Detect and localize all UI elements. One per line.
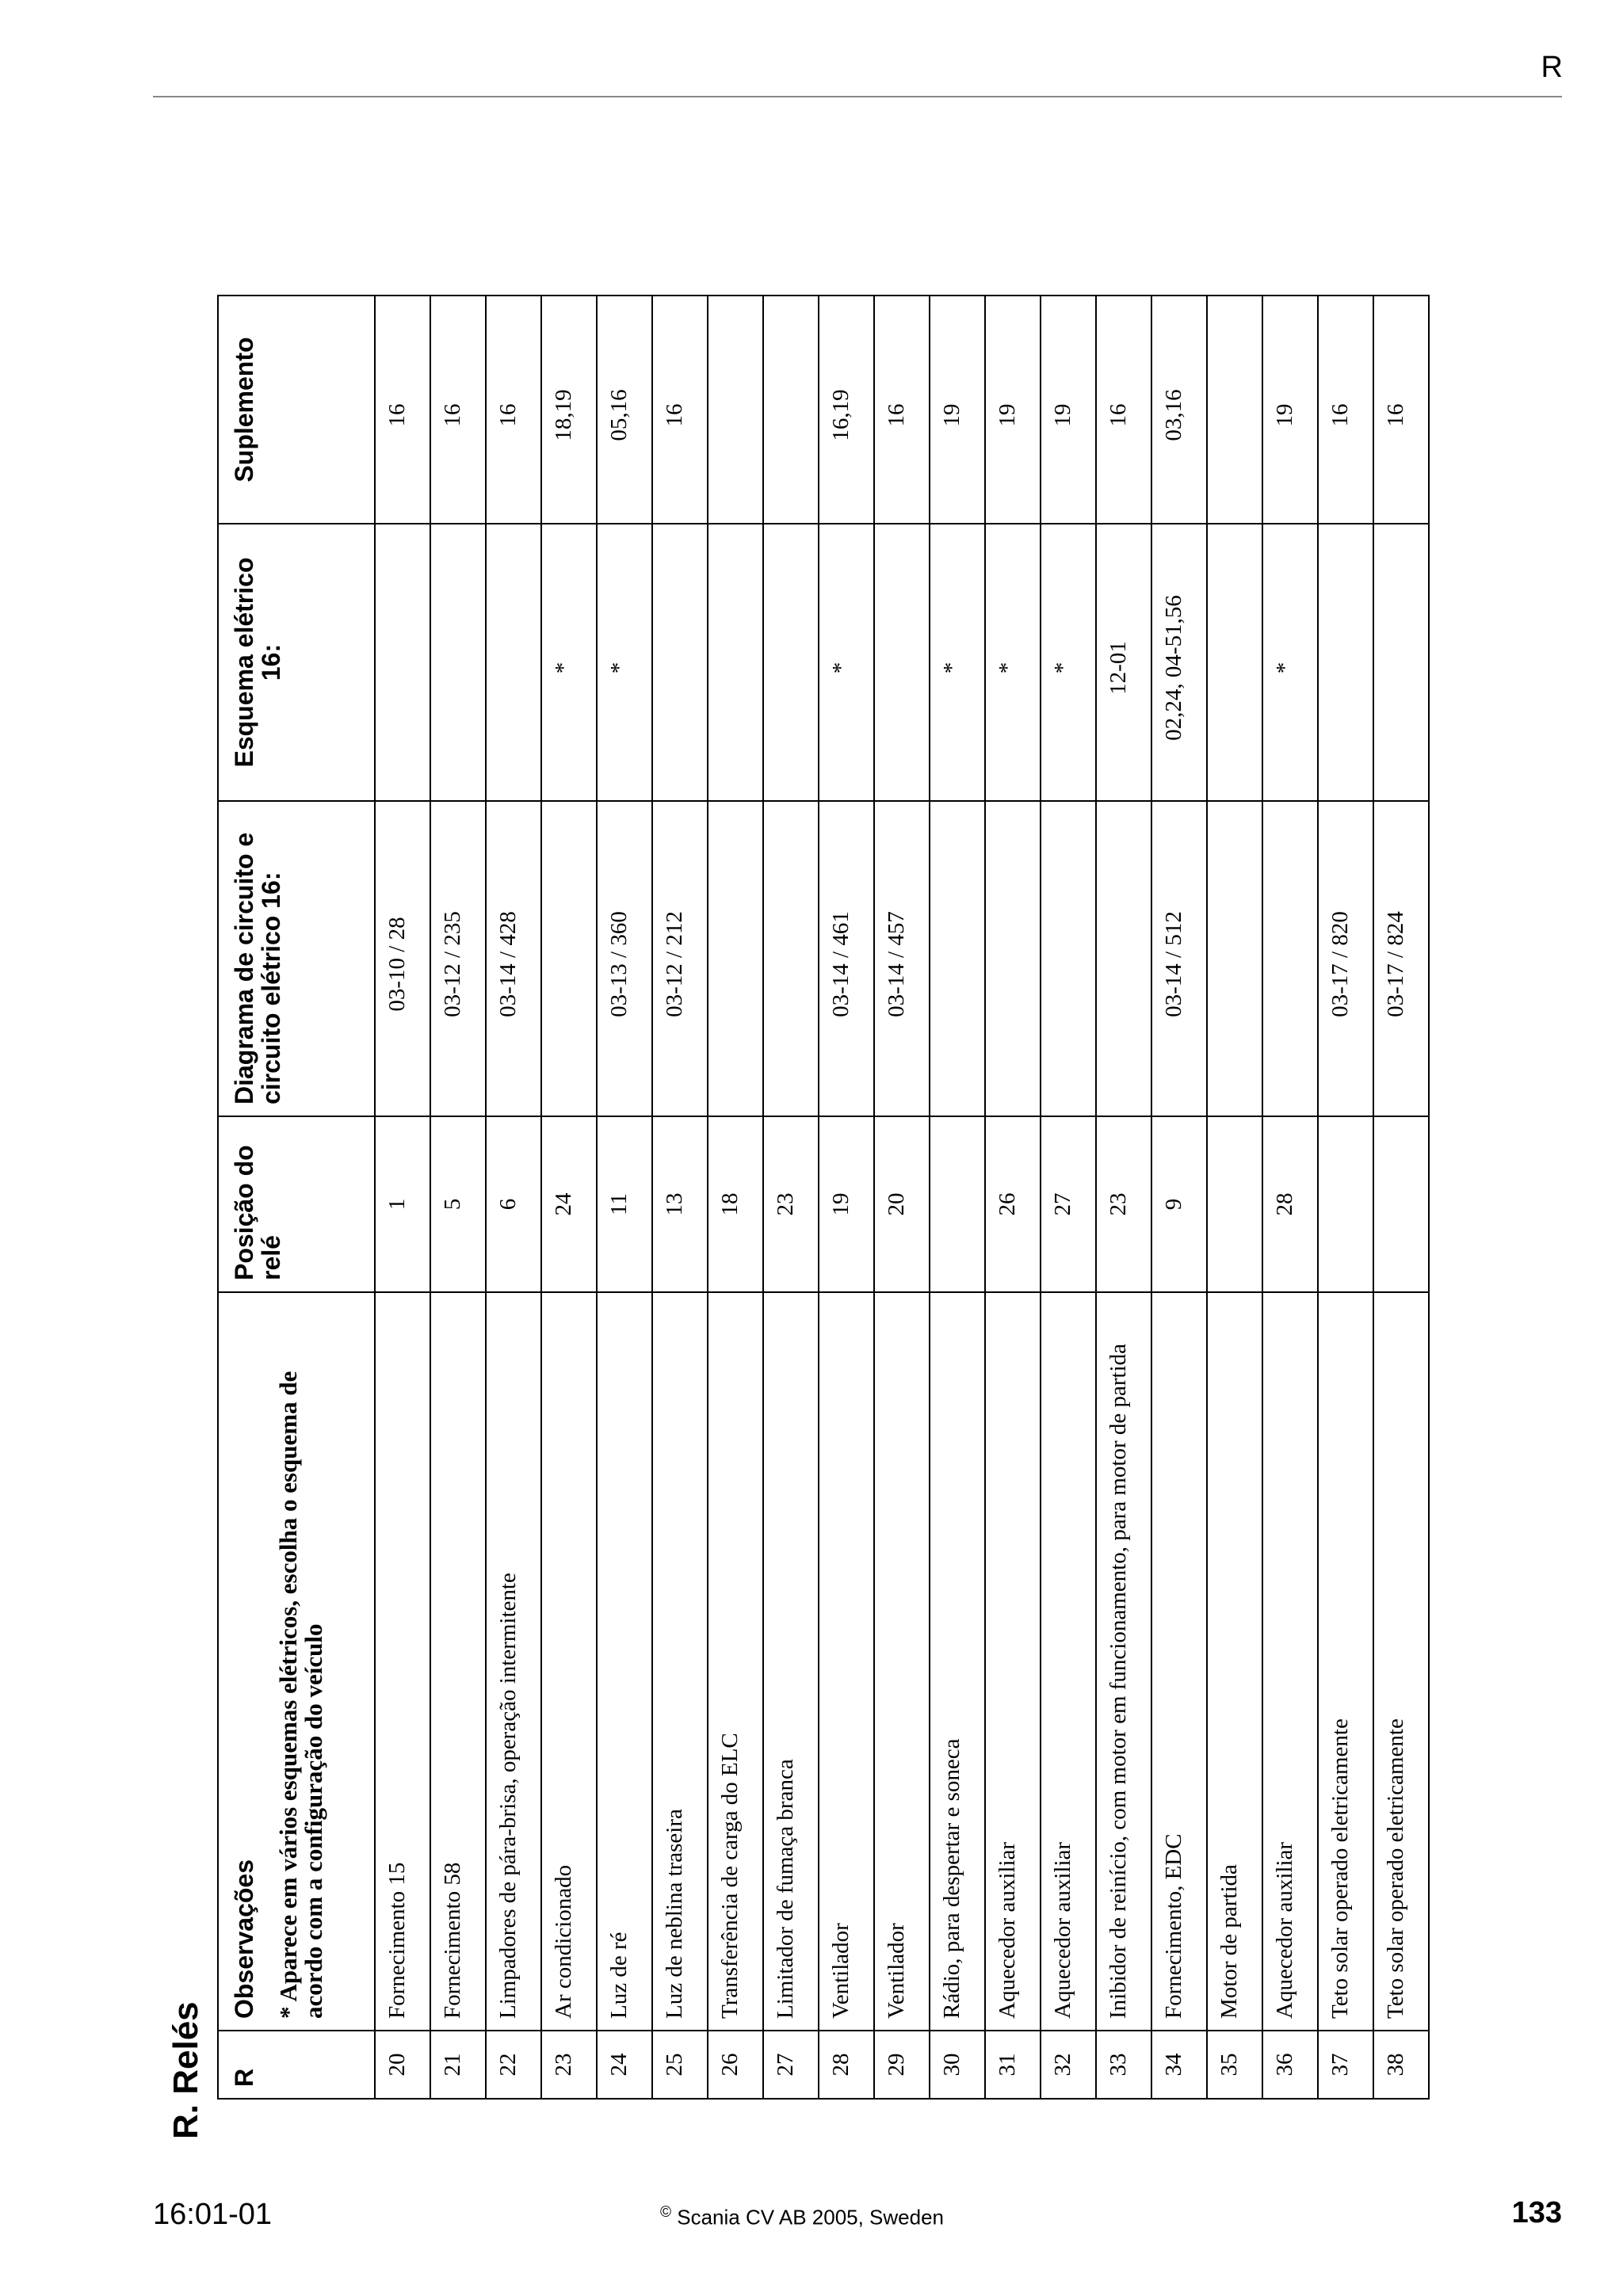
header-note: * Aparece em vários esquemas elétricos, escolha o esquema de acordo com a configuração do veículo	[273, 1371, 328, 2019]
cell-esquema	[1207, 524, 1262, 801]
cell-observacao: Aquecedor auxiliar	[1262, 1292, 1318, 2031]
cell-r: 27	[763, 2031, 819, 2099]
cell-esquema	[652, 524, 708, 801]
cell-suplemento: 16	[1373, 296, 1429, 524]
cell-r: 31	[985, 2031, 1041, 2099]
cell-diagrama: 03-14 / 428	[486, 801, 541, 1116]
table-row	[1318, 296, 1373, 2099]
cell-esquema: *	[1041, 524, 1096, 801]
cell-observacao: Inibidor de reinício, com motor em funcionamento, para motor de partida	[1096, 1292, 1151, 2031]
table-row	[375, 296, 430, 2099]
header-esquema: Esquema elétrico 16:	[218, 524, 375, 801]
cell-posicao: 27	[1041, 1116, 1096, 1292]
cell-posicao: 19	[819, 1116, 874, 1292]
cell-diagrama: 03-12 / 212	[652, 801, 708, 1116]
cell-esquema: *	[819, 524, 874, 801]
cell-observacao: Ventilador	[874, 1292, 930, 2031]
cell-r: 26	[708, 2031, 763, 2099]
relay-table	[217, 295, 1430, 2100]
table-row	[1207, 296, 1262, 2099]
cell-posicao: 23	[1096, 1116, 1151, 1292]
cell-r: 37	[1318, 2031, 1373, 2099]
table-row	[985, 296, 1041, 2099]
cell-posicao: 9	[1151, 1116, 1207, 1292]
cell-observacao: Limitador de fumaça branca	[763, 1292, 819, 2031]
cell-posicao: 24	[541, 1116, 597, 1292]
cell-esquema	[874, 524, 930, 801]
cell-suplemento: 16	[874, 296, 930, 524]
cell-r: 25	[652, 2031, 708, 2099]
cell-posicao: 23	[763, 1116, 819, 1292]
copyright-text: Scania CV AB 2005, Sweden	[677, 2205, 945, 2229]
footer-copyright	[660, 2204, 944, 2230]
cell-observacao: Ventilador	[819, 1292, 874, 2031]
cell-diagrama	[541, 801, 597, 1116]
copyright-symbol: ©	[660, 2204, 671, 2221]
cell-diagrama	[1262, 801, 1318, 1116]
table-row	[652, 296, 708, 2099]
cell-r: 33	[1096, 2031, 1151, 2099]
cell-esquema: *	[541, 524, 597, 801]
cell-posicao: 1	[375, 1116, 430, 1292]
cell-observacao: Fornecimento, EDC	[1151, 1292, 1207, 2031]
table-row	[1096, 296, 1151, 2099]
cell-suplemento: 16	[375, 296, 430, 524]
cell-posicao: 11	[597, 1116, 652, 1292]
cell-observacao: Ar condicionado	[541, 1292, 597, 2031]
cell-diagrama: 03-17 / 820	[1318, 801, 1373, 1116]
table-header-row	[218, 296, 375, 2099]
cell-r: 30	[930, 2031, 985, 2099]
cell-suplemento	[1207, 296, 1262, 524]
cell-r: 29	[874, 2031, 930, 2099]
table-row	[930, 296, 985, 2099]
cell-posicao	[1207, 1116, 1262, 1292]
rotated-content	[158, 269, 1458, 2139]
cell-diagrama: 03-14 / 461	[819, 801, 874, 1116]
cell-esquema	[763, 524, 819, 801]
cell-posicao	[1318, 1116, 1373, 1292]
table-row	[1262, 296, 1318, 2099]
cell-diagrama: 03-14 / 457	[874, 801, 930, 1116]
table-body	[375, 296, 1429, 2099]
cell-posicao: 5	[430, 1116, 486, 1292]
cell-posicao: 26	[985, 1116, 1041, 1292]
table-row	[708, 296, 763, 2099]
cell-observacao: Motor de partida	[1207, 1292, 1262, 2031]
cell-suplemento: 18,19	[541, 296, 597, 524]
table-row	[819, 296, 874, 2099]
cell-r: 24	[597, 2031, 652, 2099]
cell-observacao: Luz de ré	[597, 1292, 652, 2031]
cell-observacao: Aquecedor auxiliar	[985, 1292, 1041, 2031]
cell-posicao: 6	[486, 1116, 541, 1292]
cell-suplemento: 03,16	[1151, 296, 1207, 524]
cell-esquema: *	[930, 524, 985, 801]
cell-observacao: Fornecimento 58	[430, 1292, 486, 2031]
cell-r: 28	[819, 2031, 874, 2099]
cell-esquema	[486, 524, 541, 801]
cell-r: 34	[1151, 2031, 1207, 2099]
cell-suplemento: 16	[1318, 296, 1373, 524]
cell-r: 23	[541, 2031, 597, 2099]
cell-observacao: Teto solar operado eletricamente	[1318, 1292, 1373, 2031]
cell-diagrama	[1096, 801, 1151, 1116]
cell-esquema: *	[985, 524, 1041, 801]
cell-observacao: Fornecimento 15	[375, 1292, 430, 2031]
cell-observacao: Rádio, para despertar e soneca	[930, 1292, 985, 2031]
cell-r: 20	[375, 2031, 430, 2099]
cell-suplemento: 16	[486, 296, 541, 524]
cell-suplemento: 16	[652, 296, 708, 524]
cell-esquema	[1373, 524, 1429, 801]
cell-suplemento	[763, 296, 819, 524]
cell-suplemento: 19	[930, 296, 985, 524]
section-title: R. Relés	[166, 2001, 205, 2139]
cell-diagrama: 03-12 / 235	[430, 801, 486, 1116]
cell-diagrama: 03-10 / 28	[375, 801, 430, 1116]
cell-observacao: Aquecedor auxiliar	[1041, 1292, 1096, 2031]
cell-suplemento: 19	[985, 296, 1041, 524]
cell-diagrama: 03-13 / 360	[597, 801, 652, 1116]
table-row	[430, 296, 486, 2099]
table-row	[1373, 296, 1429, 2099]
header-observacoes	[218, 1292, 375, 2031]
cell-esquema	[1318, 524, 1373, 801]
cell-diagrama	[763, 801, 819, 1116]
cell-r: 32	[1041, 2031, 1096, 2099]
footer-code: 16:01-01	[153, 2198, 273, 2231]
cell-observacao: Teto solar operado eletricamente	[1373, 1292, 1429, 2031]
cell-posicao: 18	[708, 1116, 763, 1292]
cell-suplemento: 16	[1096, 296, 1151, 524]
table-row	[874, 296, 930, 2099]
cell-diagrama	[930, 801, 985, 1116]
cell-diagrama	[708, 801, 763, 1116]
cell-esquema: *	[1262, 524, 1318, 801]
page-number: 133	[1511, 2196, 1562, 2229]
cell-diagrama	[1041, 801, 1096, 1116]
header-observacoes-label: Observações	[230, 1859, 258, 2019]
header-r: R	[218, 2031, 375, 2099]
cell-posicao	[1373, 1116, 1429, 1292]
cell-diagrama: 03-17 / 824	[1373, 801, 1429, 1116]
cell-suplemento: 05,16	[597, 296, 652, 524]
cell-r: 38	[1373, 2031, 1429, 2099]
table-row	[541, 296, 597, 2099]
cell-posicao: 28	[1262, 1116, 1318, 1292]
table-row	[486, 296, 541, 2099]
cell-suplemento: 16	[430, 296, 486, 524]
cell-posicao: 20	[874, 1116, 930, 1292]
cell-posicao	[930, 1116, 985, 1292]
table-row	[597, 296, 652, 2099]
cell-posicao: 13	[652, 1116, 708, 1292]
cell-esquema: *	[597, 524, 652, 801]
table-row	[1041, 296, 1096, 2099]
cell-observacao: Luz de neblina traseira	[652, 1292, 708, 2031]
cell-r: 35	[1207, 2031, 1262, 2099]
cell-suplemento: 16,19	[819, 296, 874, 524]
cell-r: 22	[486, 2031, 541, 2099]
cell-esquema	[708, 524, 763, 801]
cell-r: 36	[1262, 2031, 1318, 2099]
cell-esquema	[375, 524, 430, 801]
header-posicao: Posição do relé	[218, 1116, 375, 1292]
cell-diagrama	[1207, 801, 1262, 1116]
cell-esquema: 02,24, 04-51,56	[1151, 524, 1207, 801]
cell-observacao: Transferência de carga do ELC	[708, 1292, 763, 2031]
header-section-letter: R	[1541, 51, 1563, 84]
header-diagrama: Diagrama de circuito e circuito elétrico 16:	[218, 801, 375, 1116]
cell-esquema: 12-01	[1096, 524, 1151, 801]
cell-suplemento	[708, 296, 763, 524]
header-rule	[153, 96, 1562, 97]
cell-suplemento: 19	[1262, 296, 1318, 524]
table-row	[763, 296, 819, 2099]
header-suplemento: Suplemento	[218, 296, 375, 524]
cell-r: 21	[430, 2031, 486, 2099]
table-row	[1151, 296, 1207, 2099]
cell-observacao: Limpadores de pára-brisa, operação intermitente	[486, 1292, 541, 2031]
cell-suplemento: 19	[1041, 296, 1096, 524]
cell-esquema	[430, 524, 486, 801]
cell-diagrama	[985, 801, 1041, 1116]
cell-diagrama: 03-14 / 512	[1151, 801, 1207, 1116]
